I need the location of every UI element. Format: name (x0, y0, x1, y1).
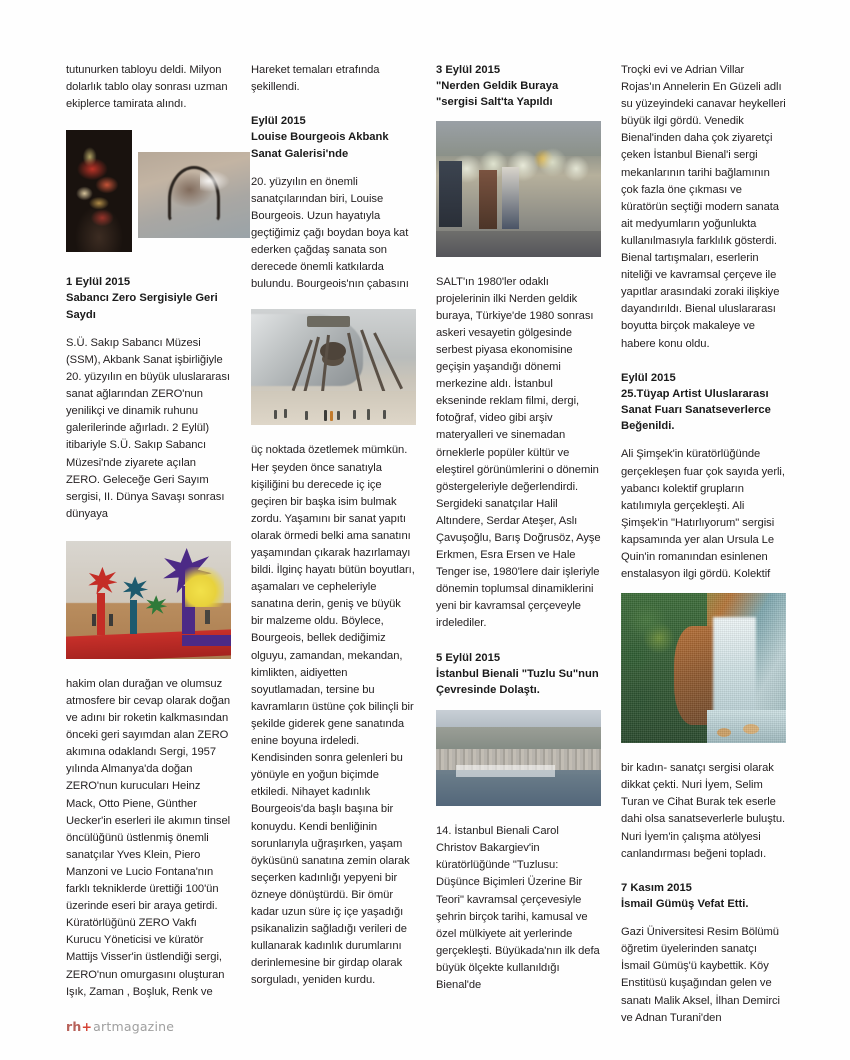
image-maman-spider-sculpture (251, 309, 416, 425)
paragraph-ismail-gumus-1: Gazi Üniversitesi Resim Bölümü öğretim üyelerinden sanatçı İsmail Gümüş'ü kaybettik. Köy Enstitüsü kuşağından gelen ve sanatı Malik Aksel, İlhan Demirci ve Adnan Turani'den (621, 926, 780, 1024)
heading-date: 1 Eylül 2015 (66, 276, 131, 289)
heading-date: Eylül 2015 (621, 371, 676, 384)
heading-date: 5 Eylül 2015 (436, 651, 501, 664)
logo-artmagazine-text: artmagazine (93, 1019, 175, 1034)
inflatable-stem-red (97, 593, 105, 635)
article-columns (66, 62, 786, 1024)
spider-leg (360, 330, 386, 395)
image-inflatable-installation (66, 541, 231, 659)
page-footer (66, 1018, 786, 1044)
paragraph-intro-continued: tutunurken tabloyu deldi. Milyon dolarlık tablo olay sonrası uzman ekiplerce tamirata alındı. (66, 64, 228, 111)
foreground-rock (717, 728, 731, 737)
heading-ismail-gumus-vefat (621, 880, 786, 912)
heading-title: Louise Bourgeois Akbank Sanat Galerisi'nde (251, 131, 389, 160)
paragraph-sabanci-zero-2: hakim olan durağan ve olumsuz atmosfere bir cevap olarak doğan ve adını bir roketin kalkmasından önceki geri sayımdan alan ZERO akımına odaklandı Sergi, 1957 yılında Almanya'da doğan ZERO'nun kurucuları Heinz Mack, Otto Piene, Günther Uecker'in eserleri ile akımın tinsel öncülüğünü üstlenmiş önemli sanatçılar Yves Klein, Piero Manzoni ve Lucio Fontana'nın farklı tekniklerde ürettiği 100'ün üzerinde eseri bir araya getirdi. Küratörlüğünü ZERO Vakfı Kurucu Yöneticisi ve küratör Mattijs Visser'in üstlendiği sergi, ZERO'nun omurgasını oluşturan Işık, Zaman , Boşluk, Renk ve (66, 677, 231, 998)
logo-plus-icon: + (81, 1019, 93, 1034)
column-3 (436, 62, 601, 994)
heading-sabanci-zero (66, 274, 231, 323)
paragraph-salt-1: SALT'ın 1980'ler odaklı projelerinin ilki Nerden geldik buraya, Türkiye'de 1980 sonrası askeri vesayetin gölgesinde serbest piyasa ekonomisine geçişin yaşandığı dönemi merkezine aldı. İstanbul ekseninde reklam filmi, dergi, fotoğraf, video gibi arşiv materyalleri ve sinemadan örneklerle popüler kültür ve eleştirel görünümlerini o dönemin göstergeleriyle değerlendirdi. Sergideki sanatçılar Halil Altındere, Serdar Ateşer, Aslı Çavuşoğlu, Barış Doğrusöz, Ayşe Erkmen, Esra Ersen ve Hale Tenger ise, 1980'lere dair işleriyle dönemin toplumsal dinamiklerini yeni bir kavramsal çerçeveyle irdelediler. (436, 275, 601, 630)
image-flower-painting-and-damaged-canvas (66, 130, 231, 252)
inflatable-star-teal (122, 576, 148, 600)
mourner-silhouette (502, 167, 519, 230)
heading-title: Sabancı Zero Sergisiyle Geri Saydı (66, 292, 218, 321)
column-4 (621, 62, 786, 1024)
image-bosphorus-waterfront (436, 710, 601, 806)
waterfall-cascade (713, 617, 756, 725)
heading-date: 3 Eylül 2015 (436, 64, 501, 76)
heading-nerden-geldik-buraya (436, 62, 601, 111)
heading-title: 25.Tüyap Artist Uluslararası Sanat Fuarı Sanatseverlerce Beğenildi. (621, 387, 771, 433)
visitors-group (251, 405, 416, 421)
flower-still-life-image (66, 130, 132, 252)
mourner-silhouette (479, 170, 497, 230)
paragraph-zero-continued: Hareket temaları etrafında şekillendi. (251, 64, 380, 94)
column-1 (66, 62, 231, 998)
heading-louise-bourgeois (251, 113, 416, 162)
damaged-canvas-image (138, 152, 250, 238)
inflatable-star-red (87, 567, 117, 595)
paragraph-bourgeois-1: 20. yüzyılın en önemli sanatçılarından biri, Louise Bourgeois. Uzun hayatıyla geçtiğimiz çağı boydan boya kat ederken çağdaş sanata son derecede önemli katkılarda bulundu. Bourgeois'nın çabasını (251, 175, 409, 291)
inflatable-stem-teal (130, 600, 137, 634)
heading-title: İsmail Gümüş Vefat Etti. (621, 897, 749, 910)
mourner-silhouette (439, 161, 462, 226)
heading-title: İstanbul Bienali "Tuzlu Su"nun Çevresinde Dolaştı. (436, 667, 599, 696)
inflatable-arm-purple (182, 635, 232, 646)
image-funeral-wreaths-procession (436, 121, 601, 257)
visitor-silhouette (109, 614, 113, 626)
paragraph-bienal-1: 14. İstanbul Bienali Carol Christov Bakargiev'in küratörlüğünde "Tuzlusu: Düşünce Biçimleri Üzerine Bir Teori" kavramsal çerçevesiyle şehrin birçok tarihi, kamusal ve özel mülkiyete ait yerlerinde gerçekleşti. Büyükada'nın ilk defa büyük ölçekte kullanıldığı Bienal'de (436, 825, 600, 992)
paragraph-tuyap-2: bir kadın- sanatçı sergisi olarak dikkat çekti. Nuri İyem, Selim Turan ve Cihat Burak tek eserle dahi olsa sanatseverlerle buluştu. Nuri İyem'in çalışma atölyesi canlandırması beğeni topladı. (621, 762, 786, 860)
paragraph-bourgeois-2: üç noktada özetlemek mümkün. Her şeyden önce sanatıyla kişiliğini bu derecede iç içe geçiren bir başka isim bulmak zordu. Yaşamını bir sanat yapıtı olarak örmedi belki ama sanatını yaşamından çıkarak hazırlamayı bildi. İlginç hayatı bütün boyutları, aşamaları ve cepheleriyle sanatına derin, geniş ve büyük bir malzeme oldu. Böylece, Bourgeois, bellek dediğimiz olguyu, zamandan, mekandan, kimlikten, aidiyetten soyutlamadan, tersine bu kavramların üstüne çok bilinçli bir şekilde giderek gene sanatında enine boyuna irdeledi. Kendisinden sonra gelenleri bu yönüyle en yoğun biçimde etkiledi. Nihayet kadınlık Bourgeois'da başlı başına bir konuydu. Kendi benliğinin sorunlarıyla uğraşırken, yaşam öyküsünü sanatına zemin olarak seçerken kadınlığı yepyeni bir özneye dönüştürdü. Bir ömür kadar uzun süre iç içe yaşadığı psikanalizin sağladığı verileri de kullanarak kadınlık durumlarını derinlemesine bir girdap olarak sorguladı, yeniden kurdu. (251, 444, 415, 987)
paragraph-sabanci-zero-1: S.Ü. Sakıp Sabancı Müzesi (SSM), Akbank Sanat işbirliğiyle 20. yüzyılın en büyük uluslararası sanat ağlarından ZERO'nun yenilikçi ve dinamik ruhunu galerilerinde ağırladı. 2 Eylül) itibariyle S.Ü. Sakıp Sabancı Müzesi'nde ziyarete açılan ZERO. Geleceğe Geri Sayım sergisi, II. Dünya Savaşı sonrası dünyaya (66, 336, 230, 520)
street-road (436, 231, 601, 257)
paragraph-tuyap-1: Ali Şimşek'in küratörlüğünde gerçekleşen fuar çok sayıda yerli, yabancı kolektif grupların katılımıyla gerçekleşti. Ali Şimşek'in "Hatırlıyorum" sergisi kapsamında yer alan Ursula Le Quin'in romanından esinlenen enstalasyon ilgi gördü. Kolektif (621, 448, 785, 581)
visitor-silhouette (205, 610, 210, 624)
wall-artwork-yellow (185, 567, 225, 607)
heading-tuyap-artist-fuari (621, 370, 786, 435)
visitor-silhouette (92, 614, 96, 626)
paragraph-bienal-2: Troçki evi ve Adrian Villar Rojas'ın Annelerin En Güzeli adlı su yüzeyindeki canavar heykelleri büyük ilgi gördü. Venedik Bienal'inden daha çok ziyaretçi çeken İstanbul Bienal'i sergi mekanlarının tarihi bağlamının çok fazla öne çıkması ve küratörün seçtiği modern sanata ait medyumların yoğunlukta kullanılmasıyla farklılık gösterdi. Bienal tartışmaları, eserlerin niteliği ve kavramsal çerçeve ile yapıtlar arasındaki zoraki ilişkiye dayandırıldı. Bienal uluslararası boyutta birçok makaleye ve habere konu oldu. (621, 64, 786, 350)
canvas-highlight (200, 170, 230, 192)
heading-date: Eylül 2015 (251, 115, 306, 128)
wreaths-row (446, 145, 595, 224)
spider-top-element (307, 316, 350, 326)
rh-artmagazine-logo (66, 1019, 174, 1034)
waterfront-banner (456, 765, 555, 777)
heading-istanbul-bienali-tuzlu-su (436, 650, 601, 699)
image-waterfall-landscape-painting (621, 593, 786, 743)
heading-date: 7 Kasım 2015 (621, 881, 692, 894)
bosphorus-water (436, 774, 601, 807)
heading-title: "Nerden Geldik Buraya "sergisi Salt'ta Yapıldı (436, 80, 559, 109)
logo-rh-text: rh (66, 1019, 82, 1034)
column-2 (251, 62, 416, 994)
inflatable-star-green (145, 595, 167, 615)
